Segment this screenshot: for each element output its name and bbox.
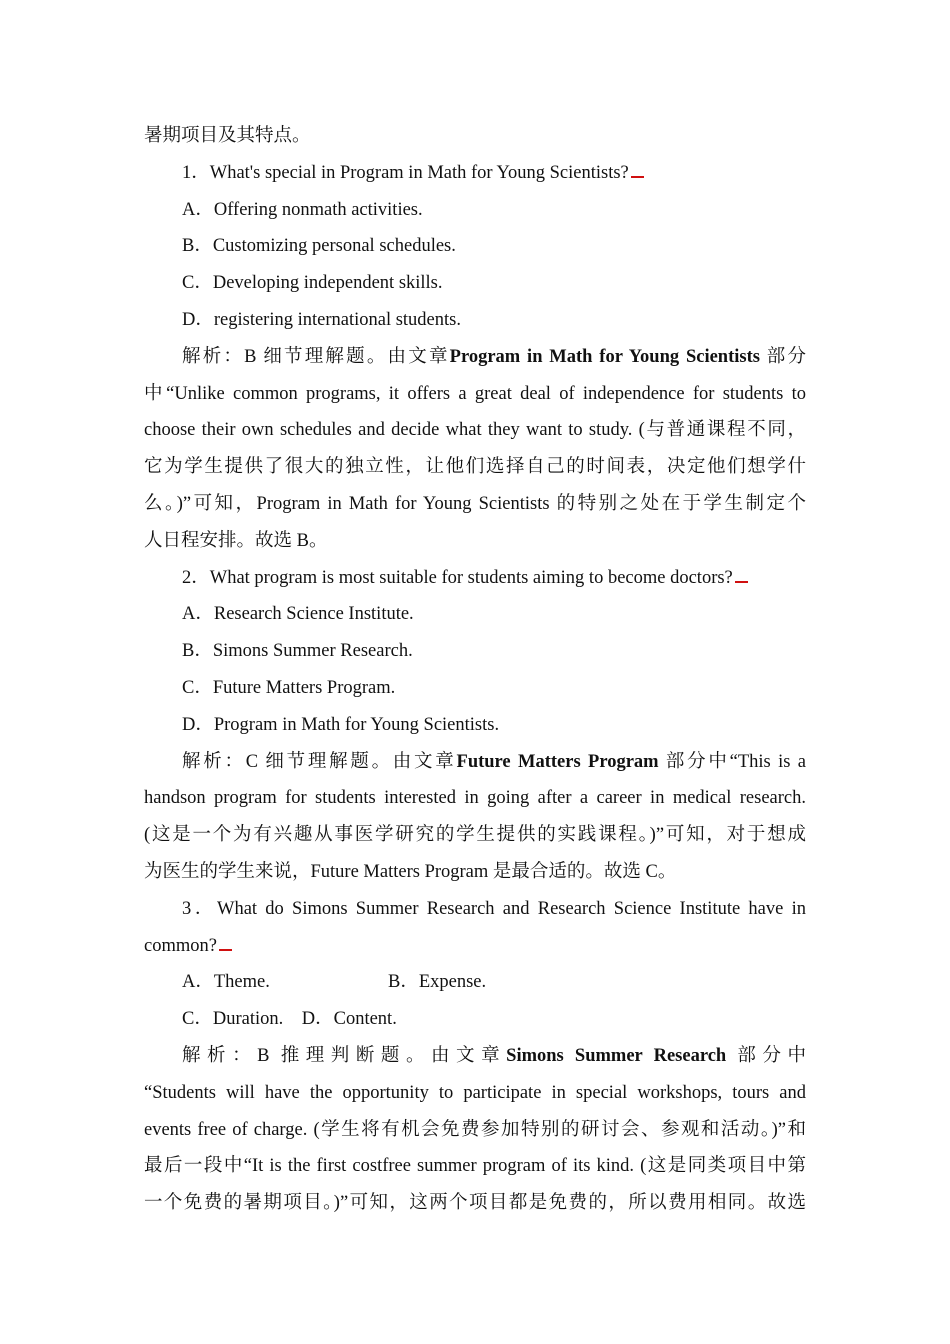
explanation-line: (这是一个为有兴趣从事医学研究的学生提供的实践课程。)”可知，对于想成 [144,825,806,846]
option-c: C．Developing independent skills. [182,273,443,294]
option-b: B．Expense. [388,972,487,993]
explanation-line [144,744,806,781]
answer-blank [631,175,644,178]
question-text: common? [144,935,217,956]
explanation-line: 人日程安排。故选 B。 [144,530,328,551]
option-d: D．Content. [301,1009,397,1030]
bold-section-name: Program in Math for Young Scientists [449,346,760,367]
question-3: 3．What do Simons Summer Research and Research Science Institute have in [182,898,806,919]
explanation-text: 部分 [766,346,806,367]
document-body [144,118,806,1222]
explanation-line: events free of charge. (学生将有机会免费参加特别的研讨会、参观和活动。)”和 [144,1119,806,1140]
option-b: B．Customizing personal schedules. [182,236,456,257]
option-a: A．Offering nonmath activities. [182,199,423,220]
explanation-line: “Students will have the opportunity to participate in special workshops, tours and [144,1082,806,1103]
explanation-line: handson program for students interested in going after a career in medical research. [144,788,806,809]
question-text: 2．What program is most suitable for students aiming to become doctors? [182,567,733,588]
question-3-cont [144,928,806,965]
explanation-line [144,339,806,376]
explanation-line [144,1038,806,1075]
option-d: D．Program in Math for Young Scientists. [182,714,500,735]
explanation-label: 解析：B [182,346,257,367]
options-row [144,964,806,1001]
answer-blank [735,580,748,583]
option-a: A．Theme. [182,972,270,993]
question-text: 1．What's special in Program in Math for Young Scientists? [182,162,629,183]
explanation-line: 为医生的学生来说，Future Matters Program 是最合适的。故选 C。 [144,861,677,882]
explanation-label: 解析：C [182,751,259,772]
explanation-line: 它为学生提供了很大的独立性，让他们选择自己的时间表，决定他们想学什 [144,457,806,478]
option-c: C．Duration. [182,1009,284,1030]
question-2 [144,560,806,597]
explanation-line: choose their own schedules and decide what they want to study. (与普通课程不同， [144,420,806,441]
option-c: C．Future Matters Program. [182,677,396,698]
text-line: 暑期项目及其特点。 [144,126,311,146]
explanation-text: 部分中 [737,1045,806,1066]
answer-blank [219,948,232,951]
bold-section-name: Simons Summer Research [506,1045,727,1066]
options-row [144,1001,806,1038]
explanation-line: 最后一段中“It is the first costfree summer program of its kind. (这是同类项目中第 [144,1156,806,1177]
explanation-text: 细节理解题。由文章 [265,751,457,772]
explanation-line: 中“Unlike common programs, it offers a great deal of independence for students to [144,383,806,404]
question-1 [144,155,806,192]
explanation-line: 么。)”可知，Program in Math for Young Scientists 的特别之处在于学生制定个 [144,493,806,514]
option-d: D．registering international students. [182,309,461,330]
explanation-line: 一个免费的暑期项目。)”可知，这两个项目都是免费的，所以费用相同。故选 [144,1193,806,1214]
explanation-text: 部分中“This is a [665,751,806,772]
option-a: A．Research Science Institute. [182,604,414,625]
explanation-text: 细节理解题。由文章 [263,346,450,367]
explanation-label: 解析：B [182,1045,270,1066]
option-b: B．Simons Summer Research. [182,641,413,662]
bold-section-name: Future Matters Program [456,751,659,772]
explanation-text: 推理判断题。由文章 [280,1045,507,1066]
